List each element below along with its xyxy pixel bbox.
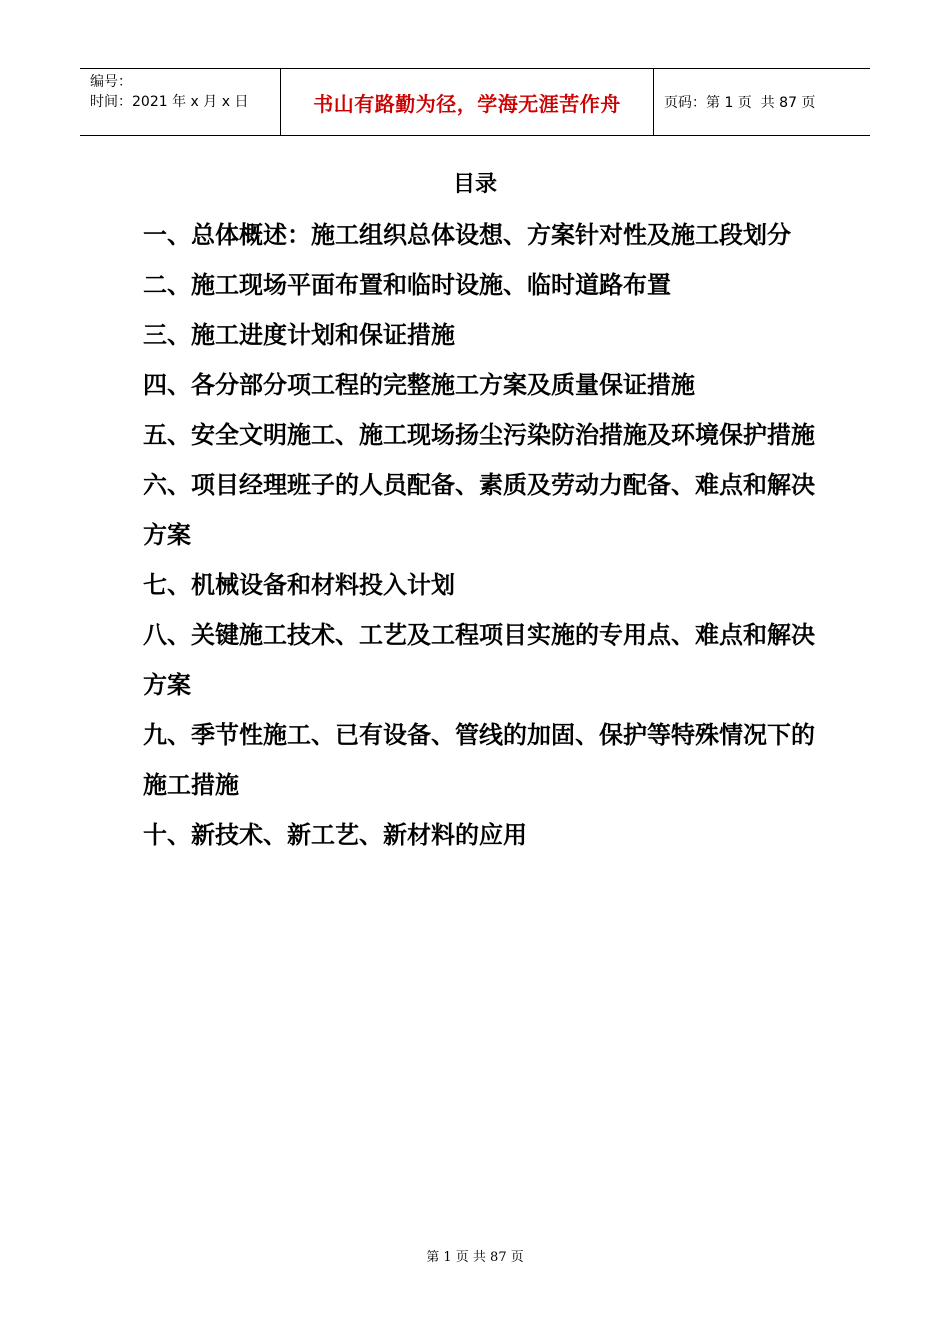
document-date-label: 时间：2021 年 x 月 x 日 <box>90 94 249 110</box>
toc-item: 一、总体概述：施工组织总体设想、方案针对性及施工段划分 <box>143 221 791 249</box>
document-number-label: 编号： <box>90 74 132 90</box>
document-header <box>80 68 870 136</box>
toc-item: 八、关键施工技术、工艺及工程项目实施的专用点、难点和解决方案 <box>143 621 815 699</box>
header-motto: 书山有路勤为径，学海无涯苦作舟 <box>281 69 654 135</box>
header-page-info: 页码：第 1 页 共 87 页 <box>664 95 816 111</box>
toc-item: 二、施工现场平面布置和临时设施、临时道路布置 <box>143 271 671 299</box>
toc-item: 七、机械设备和材料投入计划 <box>143 571 455 599</box>
header-meta-cell <box>80 69 281 135</box>
toc-item: 六、项目经理班子的人员配备、素质及劳动力配备、难点和解决方案 <box>143 471 815 549</box>
toc-item: 四、各分部分项工程的完整施工方案及质量保证措施 <box>143 371 695 399</box>
toc-item: 三、施工进度计划和保证措施 <box>143 321 455 349</box>
toc-item: 九、季节性施工、已有设备、管线的加固、保护等特殊情况下的施工措施 <box>143 721 815 799</box>
toc-item: 五、安全文明施工、施工现场扬尘污染防治措施及环境保护措施 <box>143 421 815 449</box>
page-footer: 第 1 页 共 87 页 <box>426 1250 524 1265</box>
table-of-contents <box>143 210 815 860</box>
toc-item: 十、新技术、新工艺、新材料的应用 <box>143 821 527 849</box>
toc-title: 目录 <box>452 172 497 197</box>
